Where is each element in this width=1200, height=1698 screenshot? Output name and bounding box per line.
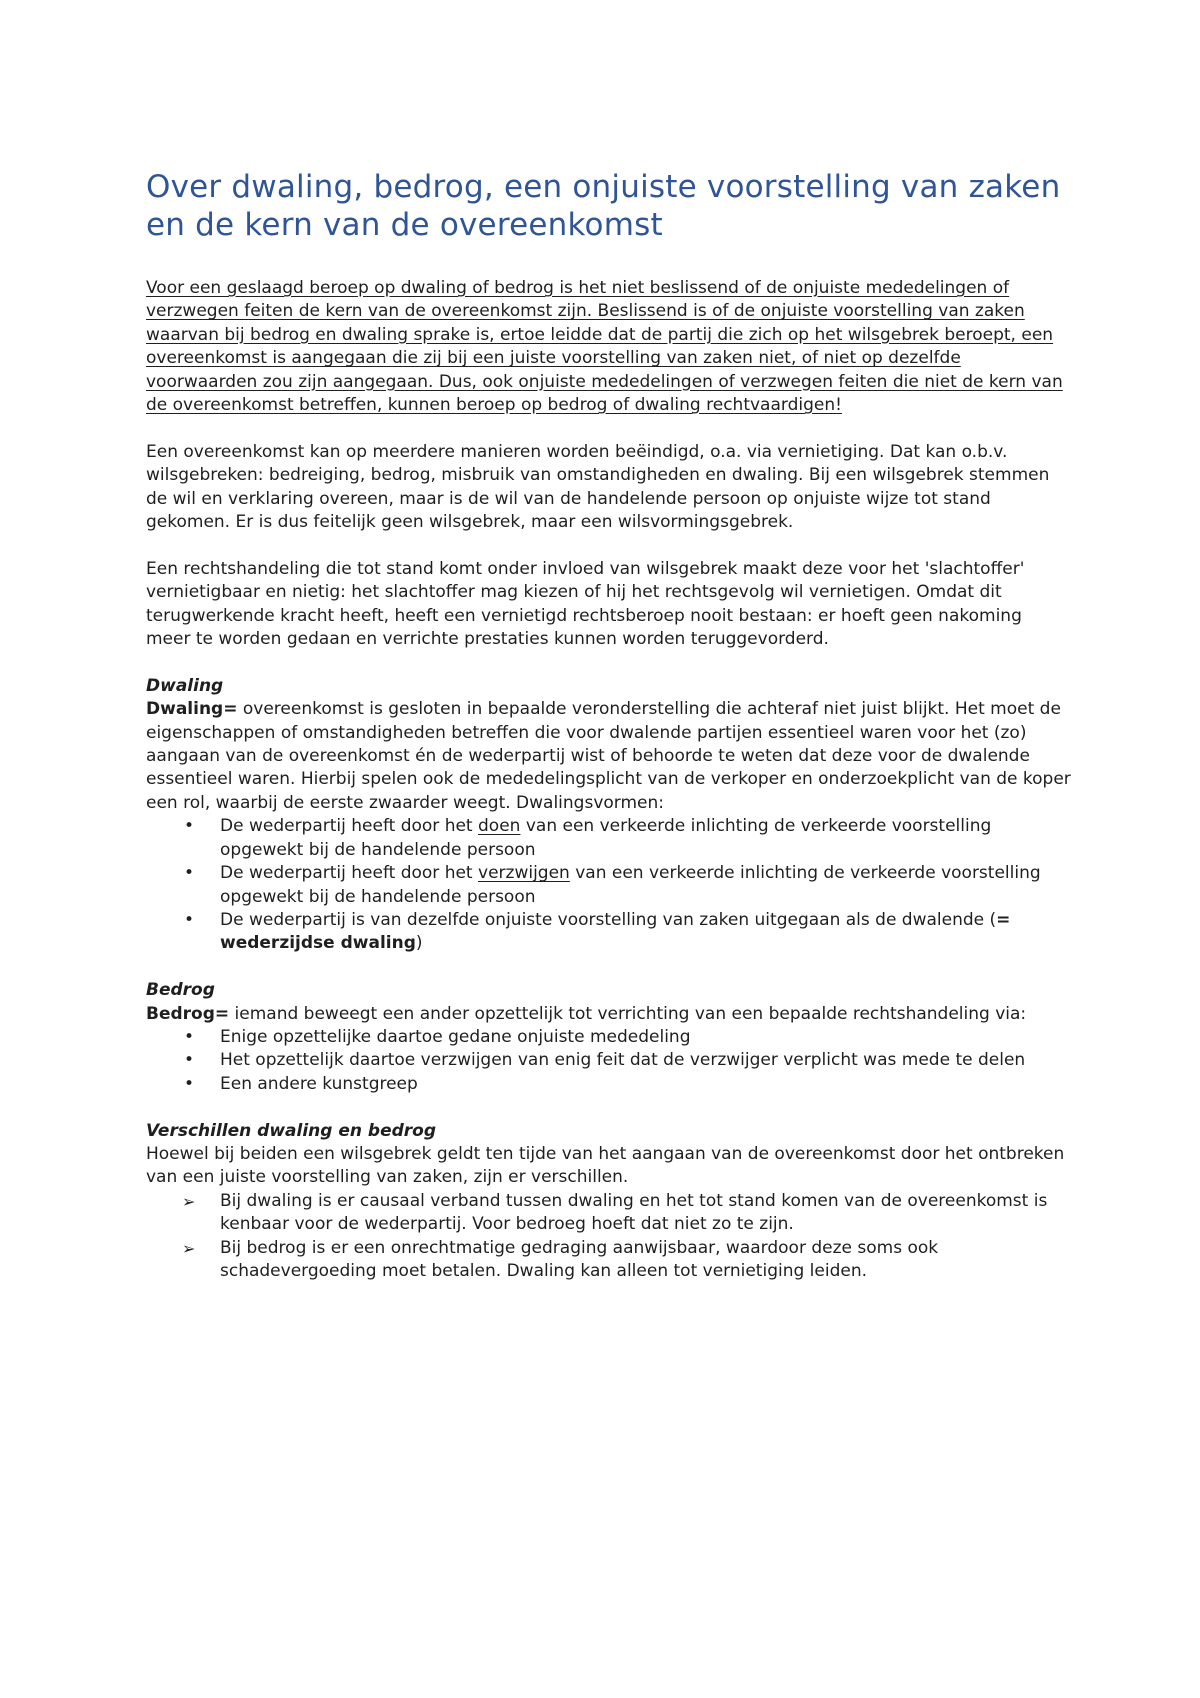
list-item: • De wederpartij heeft door het verzwijgen van een verkeerde inlichting de verkeerde voorstelling opgewekt bij de handelende persoon bbox=[184, 863, 1041, 907]
bedrog-text: iemand beweegt een ander opzettelijk tot verrichting van een bepaalde rechtshandeling via: bbox=[229, 1003, 1027, 1024]
section-heading-dwaling: Dwaling bbox=[146, 675, 224, 696]
bedrog-term: Bedrog= bbox=[146, 1003, 230, 1024]
paragraph-wilsgebreken: Een overeenkomst kan op meerdere manieren worden beëindigd, o.a. via vernietiging. Dat kan o.b.v. wilsgebreken: bedreiging, bedrog, misbruik van omstandigheden en dwaling. Bij een wilsgebrek stemmen de wil en verklaring overeen, maar is de wil van de handelende persoon op onjuiste wijze tot stand gekomen. Er is dus feitelijk geen wilsgebrek, maar een wilsvormingsgebrek. bbox=[146, 441, 1050, 533]
verschillen-list bbox=[146, 1190, 1071, 1284]
arrow-bullet-icon: ➢ bbox=[182, 1191, 196, 1211]
arrow-bullet-icon: ➢ bbox=[182, 1238, 196, 1258]
document-body bbox=[146, 168, 1071, 1307]
list-item: • Het opzettelijk daartoe verzwijgen van enig feit dat de verzwijger verplicht was mede te delen bbox=[146, 1049, 1071, 1072]
bullet-icon: • bbox=[184, 1073, 195, 1094]
bullet-icon: • bbox=[184, 1050, 195, 1071]
list-item: • De wederpartij heeft door het doen van een verkeerde inlichting de verkeerde voorstelling opgewekt bij de handelende persoon bbox=[184, 816, 992, 860]
verschillen-text: Hoewel bij beiden een wilsgebrek geldt ten tijde van het aangaan van de overeenkomst door het ontbreken van een juiste voorstelling van zaken, zijn er verschillen. bbox=[146, 1143, 1065, 1188]
bold-term: = wederzijdse dwaling bbox=[220, 909, 1011, 954]
list-item: • De wederpartij is van dezelfde onjuiste voorstelling van zaken uitgegaan als de dwalende (= wederzijdse dwaling) bbox=[184, 909, 1011, 954]
dwaling-term: Dwaling= bbox=[146, 699, 238, 720]
dwaling-text: overeenkomst is gesloten in bepaalde veronderstelling die achteraf niet juist blijkt. Het moet de eigenschappen of omstandigheden betreffen die voor dwalende partijen essentieel waren voor het (zo) aangaan van de overeenkomst én de wederpartij wist of behoorde te weten dat deze voor de dwalende essentieel waren. Hierbij spelen ook de mededelingsplicht van de verkoper en onderzoekplicht van de koper een rol, waarbij de eerste zwaarder weegt. Dwalingsvormen: bbox=[146, 699, 1071, 813]
underlined-term: doen bbox=[478, 816, 521, 837]
list-item: ➢ Bij bedrog is er een onrechtmatige gedraging aanwijsbaar, waardoor deze soms ook schadevergoeding moet betalen. Dwaling kan alleen tot vernietiging leiden. bbox=[182, 1237, 939, 1281]
dwaling-list bbox=[146, 815, 1071, 955]
bullet-icon: • bbox=[184, 909, 195, 930]
dwaling-definition bbox=[146, 698, 1071, 815]
list-item: • Enige opzettelijke daartoe gedane onjuiste mededeling bbox=[146, 1026, 1071, 1049]
bullet-icon: • bbox=[184, 816, 195, 837]
paragraph-rechtshandeling: Een rechtshandeling die tot stand komt onder invloed van wilsgebrek maakt deze voor het 'slachtoffer' vernietigbaar en nietig: het slachtoffer mag kiezen of hij het rechtsgevolg wil vernietigen. Omdat dit terugwerkende kracht heeft, heeft een vernietigd rechtsberoep nooit bestaan: er hoeft geen nakoming meer te worden gedaan en verrichte prestaties kunnen worden teruggevorderd. bbox=[146, 558, 1025, 650]
bedrog-list bbox=[146, 1026, 1071, 1096]
underlined-term: verzwijgen bbox=[478, 863, 570, 884]
bullet-icon: • bbox=[184, 1026, 195, 1047]
list-item: ➢ Bij dwaling is er causaal verband tussen dwaling en het tot stand komen van de overeenkomst is kenbaar voor de wederpartij. Voor bedroeg hoeft dat niet zo te zijn. bbox=[182, 1190, 1048, 1235]
list-item: • Een andere kunstgreep bbox=[146, 1073, 1071, 1096]
intro-paragraph: Voor een geslaagd beroep op dwaling of bedrog is het niet beslissend of de onjuiste mededelingen of verzwegen feiten de kern van de overeenkomst zijn. Beslissend is of de onjuiste voorstelling van zaken waarvan bij bedrog en dwaling sprake is, ertoe leidde dat de partij die zich op het wilsgebrek beroept, een overeenkomst is aangegaan die zij bij een juiste voorstelling van zaken niet, of niet op dezelfde voorwaarden zou zijn aangegaan. Dus, ook onjuiste mededelingen of verzwegen feiten die niet de kern van de overeenkomst betreffen, kunnen beroep op bedrog of dwaling rechtvaardigen! bbox=[146, 278, 1063, 416]
document-title: Over dwaling, bedrog, een onjuiste voorstelling van zaken en de kern van de overeenkomst bbox=[146, 169, 1061, 243]
section-heading-verschillen: Verschillen dwaling en bedrog bbox=[146, 1120, 437, 1141]
section-heading-bedrog: Bedrog bbox=[146, 980, 215, 1001]
bedrog-definition bbox=[146, 1003, 1071, 1026]
bullet-icon: • bbox=[184, 863, 195, 884]
